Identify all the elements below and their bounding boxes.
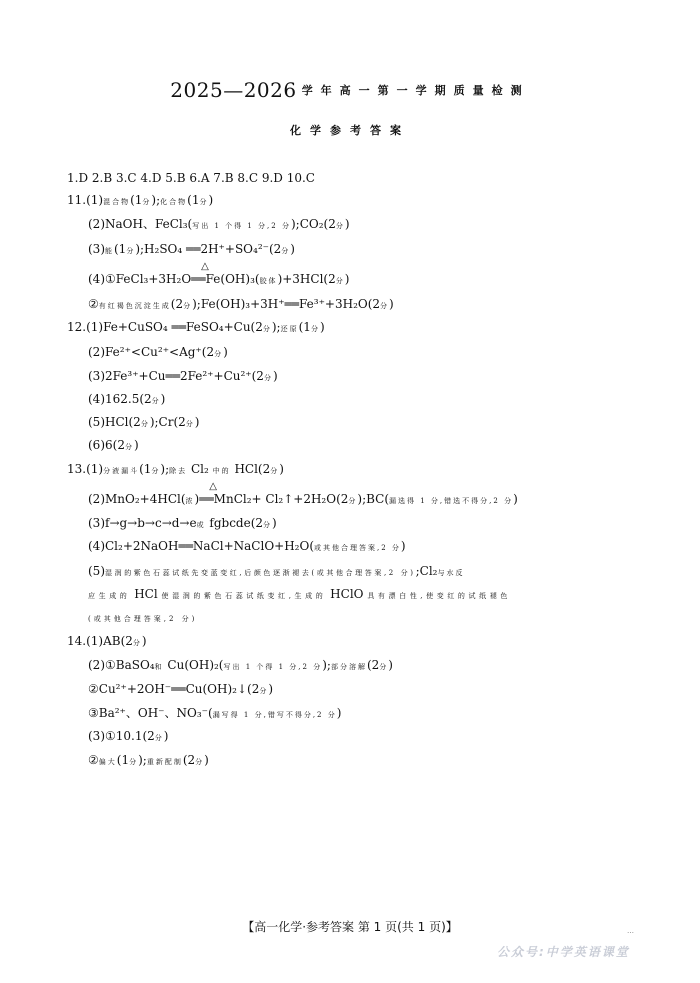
q11-line-5: ②有红褐色沉淀生成(2分);Fe(OH)₃+3H⁺══Fe³⁺+3H₂O(2分) — [88, 297, 394, 311]
q12-line-3: (3)2Fe³⁺+Cu══2Fe²⁺+Cu²⁺(2分) — [88, 369, 278, 383]
heat-symbol: △ — [209, 481, 217, 492]
q13-line-2: (2)MnO₂+4HCl(浓) △ ══MnCl₂+ Cl₂↑+2H₂O(2分);BC(漏选得 1 分,错选不得分,2 分) — [88, 481, 518, 506]
q12-line-4: (4)162.5(2分) — [88, 392, 166, 406]
q11-line-2: (2)NaOH、FeCl₃(写出 1 个得 1 分,2 分);CO₂(2分) — [88, 217, 350, 231]
page-title — [0, 78, 700, 102]
heat-symbol: △ — [201, 261, 209, 272]
q13-line-7: (或其他合理答案,2 分) — [88, 615, 198, 623]
q14-line-5: (3)①10.1(2分) — [88, 729, 169, 743]
mc-answers: 1.D 2.B 3.C 4.D 5.B 6.A 7.B 8.C 9.D 10.C — [67, 171, 315, 185]
q13-line-6: 应生成的 HCl 使湿润的紫色石蕊试纸变红,生成的 HClO 具有漂白性,使变红的试纸褪色 — [88, 587, 511, 601]
q14-line-3: ②Cu²⁺+2OH⁻══Cu(OH)₂↓(2分) — [88, 682, 274, 696]
q14-line-1: 14.(1)AB(2分) — [67, 634, 147, 648]
corner-mark: … — [627, 927, 634, 935]
q12-line-5: (5)HCl(2分);Cr(2分) — [88, 415, 200, 429]
q12-line-6: (6)6(2分) — [88, 438, 139, 452]
q14-line-2: (2)①BaSO₄和 Cu(OH)₂(写出 1 个得 1 分,2 分);部分溶解(2分) — [88, 658, 393, 672]
q12-line-2: (2)Fe²⁺<Cu²⁺<Ag⁺(2分) — [88, 345, 228, 359]
title-year: 2025—2026 — [170, 78, 297, 102]
q14-line-6: ②偏大(1分);重新配制(2分) — [88, 753, 209, 767]
q13-line-5: (5)湿润的紫色石蕊试纸先变蓝变红,后颜色逐渐褪去(或其他合理答案,2 分);Cl₂与水反 — [88, 564, 465, 578]
q12-line-1: 12.(1)Fe+CuSO₄ ══FeSO₄+Cu(2分);还原(1分) — [67, 320, 325, 334]
q13-line-4: (4)Cl₂+2NaOH══NaCl+NaClO+H₂O(或其他合理答案,2 分) — [88, 539, 406, 553]
q11-line-4: (4)①FeCl₃+3H₂O △ ══Fe(OH)₃(胶体)+3HCl(2分) — [88, 261, 350, 286]
page-footer: 【高一化学·参考答案 第 1 页(共 1 页)】 — [242, 920, 458, 934]
q11-line-1: 11.(1)混合物(1分);化合物(1分) — [67, 193, 214, 207]
q13-line-3: (3)f→g→b→c→d→e或 fgbcde(2分) — [88, 516, 277, 530]
title-text: 学年高一第一学期质量检测 — [301, 84, 530, 97]
page-subtitle: 化学参考答案 — [290, 124, 410, 137]
q13-line-1: 13.(1)分液漏斗(1分);除去 Cl₂ 中的 HCl(2分) — [67, 462, 284, 476]
q14-line-4: ③Ba²⁺、OH⁻、NO₃⁻(漏写得 1 分,错写不得分,2 分) — [88, 706, 342, 720]
q11-line-3: (3)能(1分);H₂SO₄ ══2H⁺+SO₄²⁻(2分) — [88, 242, 295, 256]
watermark: 公众号:中学英语课堂 — [497, 945, 630, 959]
